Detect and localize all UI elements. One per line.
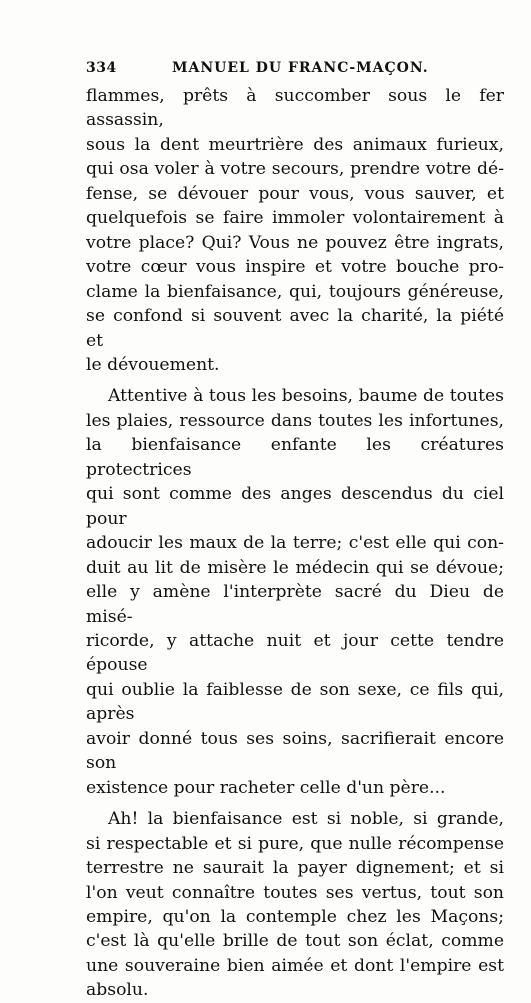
text-line: le dévouement. xyxy=(86,354,220,375)
text-line: se confond si souvent avec la charité, la piété et xyxy=(86,306,504,351)
page-number: 334 xyxy=(86,60,117,76)
paragraph-2 xyxy=(86,384,504,800)
text-line: si respectable et si pure, que nulle récompense xyxy=(86,833,504,854)
text-line: c'est là qu'elle brille de tout son éclat, comme xyxy=(86,931,504,952)
text-line: l'on veut connaître toutes ses vertus, tout son xyxy=(86,882,504,903)
text-line: ricorde, y attache nuit et jour cette tendre épouse xyxy=(86,630,504,676)
text-line: absolu. xyxy=(86,980,149,1001)
text-line: une souveraine bien aimée et dont l'empire est xyxy=(86,955,504,976)
text-line: sous la dent meurtrière des animaux furieux, xyxy=(86,134,504,155)
text-line: flammes, prêts à succomber sous le fer assassin, xyxy=(86,86,504,131)
text-line: fense, se dévouer pour vous, vous sauver, et xyxy=(86,183,504,204)
text-line: qui sont comme des anges descendus du ciel pour xyxy=(86,484,504,529)
text-line: elle y amène l'interprète sacré du Dieu de misé- xyxy=(86,582,504,627)
text-line: clame la bienfaisance, qui, toujours généreuse, xyxy=(86,281,504,302)
running-title: MANUEL DU FRANC-MAÇON. xyxy=(172,60,429,76)
text-line: la bienfaisance enfante les créatures protectrices xyxy=(86,435,504,480)
text-line: empire, qu'on la contemple chez les Maçons; xyxy=(86,906,504,927)
text-line: quelquefois se faire immoler volontairement à xyxy=(86,208,504,229)
text-line: existence pour racheter celle d'un père... xyxy=(86,777,446,798)
text-line: qui oublie la faiblesse de son sexe, ce fils qui, après xyxy=(86,679,504,725)
text-line: les plaies, ressource dans toutes les infortunes, xyxy=(86,410,504,431)
text-line: qui osa voler à votre secours, prendre votre dé- xyxy=(86,159,504,180)
text-line: votre place? Qui? Vous ne pouvez être ingrats, xyxy=(86,232,504,253)
text-line: duit au lit de misère le médecin qui se dévoue; xyxy=(86,557,504,578)
paragraph-3 xyxy=(86,807,504,1003)
page-body xyxy=(86,84,504,1003)
text-line: adoucir les maux de la terre; c'est elle qui con- xyxy=(86,533,504,554)
text-line: avoir donné tous ses soins, sacrifierait encore son xyxy=(86,728,504,774)
text-line: votre cœur vous inspire et votre bouche pro- xyxy=(86,257,504,278)
text-line: Ah! la bienfaisance est si noble, si grande, xyxy=(108,809,504,830)
text-line: terrestre ne saurait la payer dignement; et si xyxy=(86,858,504,879)
paragraph-1 xyxy=(86,84,504,377)
text-line: Attentive à tous les besoins, baume de toutes xyxy=(108,386,504,407)
